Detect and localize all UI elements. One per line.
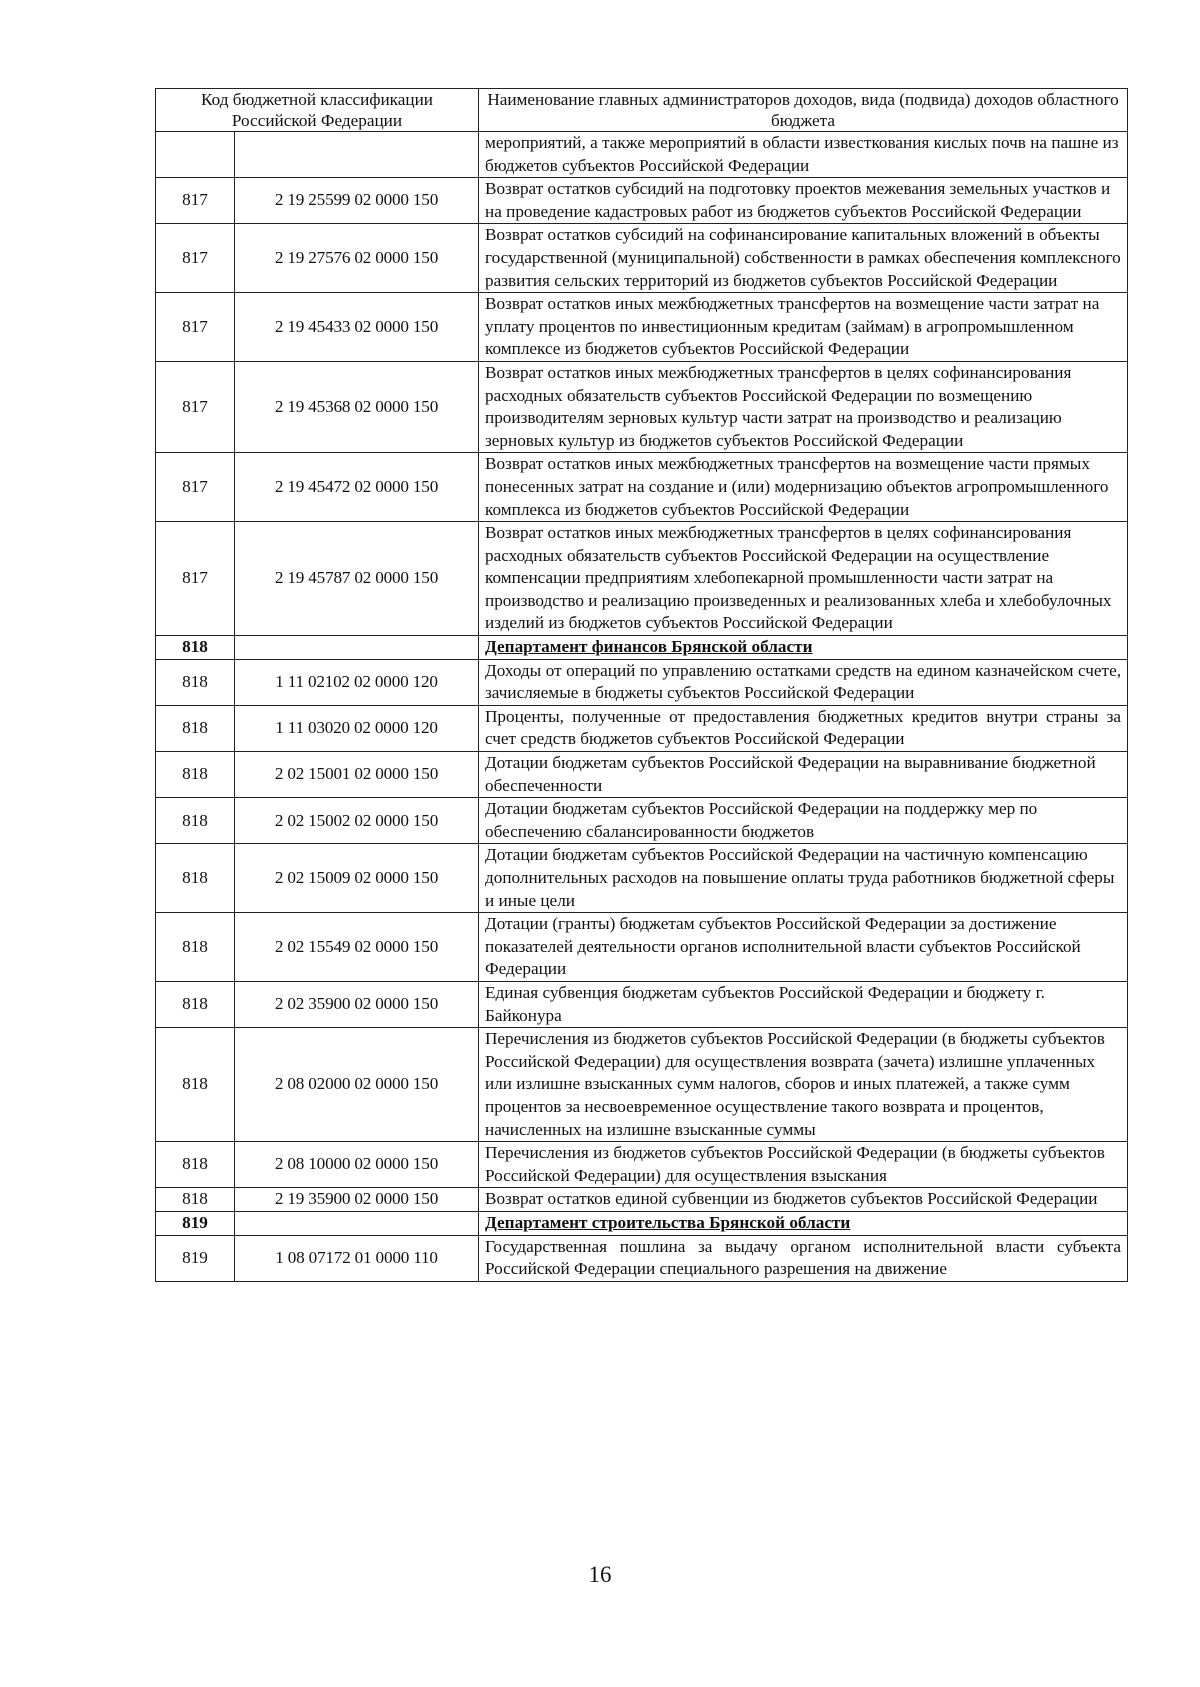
budget-code-cell bbox=[235, 636, 479, 660]
admin-code-cell bbox=[156, 132, 235, 178]
table-row bbox=[156, 844, 1128, 913]
department-row bbox=[156, 636, 1128, 660]
admin-code-cell: 818 bbox=[156, 705, 235, 751]
budget-code-cell: 2 02 15009 02 0000 150 bbox=[235, 844, 479, 913]
admin-code-cell: 817 bbox=[156, 293, 235, 362]
income-name-cell: мероприятий, а также мероприятий в области известкования кислых почв на пашне из бюджетов субъектов Российской Федерации bbox=[479, 132, 1128, 178]
table-row bbox=[156, 1028, 1128, 1142]
header-name-column: Наименование главных администраторов доходов, вида (подвида) доходов областного бюджета bbox=[479, 89, 1128, 132]
table-row bbox=[156, 293, 1128, 362]
budget-code-cell: 2 19 45472 02 0000 150 bbox=[235, 453, 479, 522]
income-name-cell: Проценты, полученные от предоставления бюджетных кредитов внутри страны за счет средств бюджетов субъектов Российской Федерации bbox=[479, 705, 1128, 751]
admin-code-cell: 818 bbox=[156, 752, 235, 798]
income-name-cell: Единая субвенция бюджетам субъектов Российской Федерации и бюджету г. Байконура bbox=[479, 981, 1128, 1027]
budget-code-cell: 2 08 02000 02 0000 150 bbox=[235, 1028, 479, 1142]
table-row bbox=[156, 1142, 1128, 1188]
income-name-cell: Возврат остатков единой субвенции из бюджетов субъектов Российской Федерации bbox=[479, 1188, 1128, 1212]
department-name-cell: Департамент финансов Брянской области bbox=[479, 636, 1128, 660]
admin-code-cell: 817 bbox=[156, 522, 235, 636]
continuation-row bbox=[156, 132, 1128, 178]
budget-code-cell: 2 02 15549 02 0000 150 bbox=[235, 913, 479, 982]
department-row bbox=[156, 1211, 1128, 1235]
income-name-cell: Доходы от операций по управлению остатками средств на едином казначейском счете, зачисляемые в бюджеты субъектов Российской Федерации bbox=[479, 659, 1128, 705]
table-row bbox=[156, 913, 1128, 982]
budget-code-cell: 2 02 15002 02 0000 150 bbox=[235, 798, 479, 844]
budget-code-cell: 2 19 45787 02 0000 150 bbox=[235, 522, 479, 636]
page-number: 16 bbox=[588, 1562, 612, 1587]
budget-code-cell: 2 19 35900 02 0000 150 bbox=[235, 1188, 479, 1212]
income-name-cell: Возврат остатков иных межбюджетных трансфертов в целях софинансирования расходных обязательств субъектов Российской Федерации на осуществление компенсации предприятиям хлебопекарной промышленности части затрат на производство и реализацию произведенных и реализованных хлеба и хлебобулочных изделий из бюджетов субъектов Российской Федерации bbox=[479, 522, 1128, 636]
table-row bbox=[156, 752, 1128, 798]
budget-code-cell: 1 08 07172 01 0000 110 bbox=[235, 1235, 479, 1281]
table-header bbox=[156, 89, 1128, 132]
admin-code-cell: 818 bbox=[156, 636, 235, 660]
income-name-cell: Возврат остатков иных межбюджетных трансфертов в целях софинансирования расходных обязательств субъектов Российской Федерации по возмещению производителям зерновых культур части затрат на производство и реализацию зерновых культур из бюджетов субъектов Российской Федерации bbox=[479, 361, 1128, 452]
budget-code-cell: 2 19 45433 02 0000 150 bbox=[235, 293, 479, 362]
admin-code-cell: 818 bbox=[156, 1028, 235, 1142]
budget-code-cell: 2 19 45368 02 0000 150 bbox=[235, 361, 479, 452]
admin-code-cell: 817 bbox=[156, 453, 235, 522]
income-name-cell: Возврат остатков иных межбюджетных трансфертов на возмещение части прямых понесенных затрат на создание и (или) модернизацию объектов агропромышленного комплекса из бюджетов субъектов Российской Федерации bbox=[479, 453, 1128, 522]
income-name-cell: Дотации (гранты) бюджетам субъектов Российской Федерации за достижение показателей деятельности органов исполнительной власти субъектов Российской Федерации bbox=[479, 913, 1128, 982]
income-name-cell: Возврат остатков субсидий на подготовку проектов межевания земельных участков и на проведение кадастровых работ из бюджетов субъектов Российской Федерации bbox=[479, 178, 1128, 224]
admin-code-cell: 818 bbox=[156, 1142, 235, 1188]
admin-code-cell: 819 bbox=[156, 1211, 235, 1235]
admin-code-cell: 817 bbox=[156, 178, 235, 224]
budget-code-cell: 1 11 02102 02 0000 120 bbox=[235, 659, 479, 705]
income-name-cell: Перечисления из бюджетов субъектов Российской Федерации (в бюджеты субъектов Российской Федерации) для осуществления взыскания bbox=[479, 1142, 1128, 1188]
budget-classification-table bbox=[155, 88, 1128, 1282]
income-name-cell: Перечисления из бюджетов субъектов Российской Федерации (в бюджеты субъектов Российской Федерации) для осуществления возврата (зачета) излишне уплаченных или излишне взысканных сумм налогов, сборов и иных платежей, а также сумм процентов за несвоевременное осуществление такого возврата и процентов, начисленных на излишне взысканные суммы bbox=[479, 1028, 1128, 1142]
admin-code-cell: 818 bbox=[156, 1188, 235, 1212]
table-row bbox=[156, 1235, 1128, 1281]
admin-code-cell: 818 bbox=[156, 981, 235, 1027]
admin-code-cell: 818 bbox=[156, 659, 235, 705]
table-row bbox=[156, 224, 1128, 293]
income-name-cell: Государственная пошлина за выдачу органом исполнительной власти субъекта Российской Федерации специального разрешения на движение bbox=[479, 1235, 1128, 1281]
income-name-cell: Дотации бюджетам субъектов Российской Федерации на поддержку мер по обеспечению сбалансированности бюджетов bbox=[479, 798, 1128, 844]
budget-code-cell: 2 08 10000 02 0000 150 bbox=[235, 1142, 479, 1188]
income-name-cell: Дотации бюджетам субъектов Российской Федерации на частичную компенсацию дополнительных расходов на повышение оплаты труда работников бюджетной сферы и иные цели bbox=[479, 844, 1128, 913]
budget-code-cell: 1 11 03020 02 0000 120 bbox=[235, 705, 479, 751]
table-row bbox=[156, 522, 1128, 636]
budget-code-cell bbox=[235, 1211, 479, 1235]
table-row bbox=[156, 798, 1128, 844]
income-name-cell: Возврат остатков субсидий на софинансирование капитальных вложений в объекты государственной (муниципальной) собственности в рамках обеспечения комплексного развития сельских территорий из бюджетов субъектов Российской Федерации bbox=[479, 224, 1128, 293]
admin-code-cell: 819 bbox=[156, 1235, 235, 1281]
admin-code-cell: 818 bbox=[156, 798, 235, 844]
budget-code-cell: 2 02 35900 02 0000 150 bbox=[235, 981, 479, 1027]
table-row bbox=[156, 1188, 1128, 1212]
table-row bbox=[156, 453, 1128, 522]
budget-code-cell: 2 19 25599 02 0000 150 bbox=[235, 178, 479, 224]
budget-code-cell: 2 19 27576 02 0000 150 bbox=[235, 224, 479, 293]
table-row bbox=[156, 361, 1128, 452]
admin-code-cell: 817 bbox=[156, 361, 235, 452]
table-row bbox=[156, 659, 1128, 705]
table-body bbox=[156, 132, 1128, 1282]
department-name-cell: Департамент строительства Брянской области bbox=[479, 1211, 1128, 1235]
admin-code-cell: 817 bbox=[156, 224, 235, 293]
admin-code-cell: 818 bbox=[156, 844, 235, 913]
table-row bbox=[156, 178, 1128, 224]
table-row bbox=[156, 981, 1128, 1027]
income-name-cell: Возврат остатков иных межбюджетных трансфертов на возмещение части затрат на уплату процентов по инвестиционным кредитам (займам) в агропромышленном комплексе из бюджетов субъектов Российской Федерации bbox=[479, 293, 1128, 362]
admin-code-cell: 818 bbox=[156, 913, 235, 982]
budget-code-cell bbox=[235, 132, 479, 178]
table-row bbox=[156, 705, 1128, 751]
income-name-cell: Дотации бюджетам субъектов Российской Федерации на выравнивание бюджетной обеспеченности bbox=[479, 752, 1128, 798]
header-code-group: Код бюджетной классификации Российской Федерации bbox=[156, 89, 479, 132]
budget-code-cell: 2 02 15001 02 0000 150 bbox=[235, 752, 479, 798]
